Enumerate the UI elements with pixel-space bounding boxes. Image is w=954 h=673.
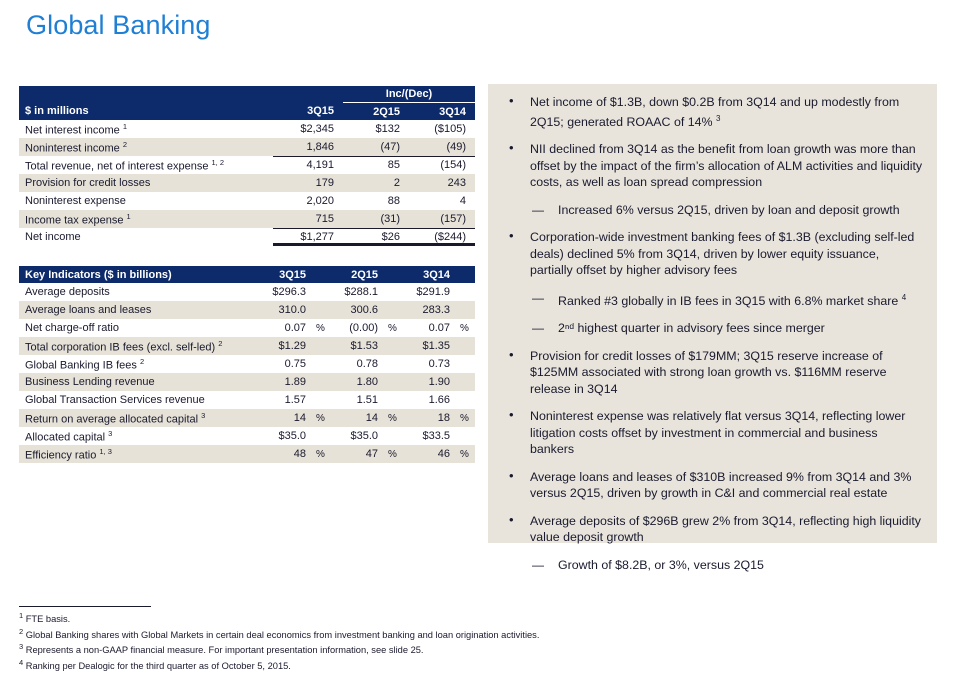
footnote-marker: 1	[126, 211, 131, 221]
row-value-2: (47)	[343, 138, 409, 156]
bullet-text: Provision for credit losses of $179MM; 3Q15 reserve increase of $125MM associated with strong loan growth vs. $116MM reserve release in 3Q14	[530, 348, 887, 396]
bullet-text: 2ⁿᵈ highest quarter in advisory fees since merger	[558, 321, 825, 336]
row-value-3: ($244)	[409, 228, 475, 246]
row-label-text: Noninterest expense	[25, 195, 126, 207]
footnote-marker: 3	[715, 113, 721, 123]
table-row	[19, 210, 475, 228]
income-statement-table	[19, 86, 475, 246]
row-value-2: 88	[343, 192, 409, 210]
bullet-item	[500, 229, 923, 279]
row-value-1: 310.0	[259, 301, 315, 319]
row-value-2: 1.51	[331, 391, 387, 409]
table-row	[19, 301, 475, 319]
row-label-text: Global Transaction Services revenue	[25, 394, 205, 406]
row-label	[19, 174, 273, 192]
key-header-pct-1	[315, 266, 331, 283]
row-label-text: Average deposits	[25, 286, 110, 298]
row-value-1: $296.3	[259, 283, 315, 301]
key-header-pct-3	[459, 266, 475, 283]
row-label-text: Net income	[25, 231, 81, 243]
row-label	[19, 156, 273, 174]
row-unit-2	[387, 391, 403, 409]
footnote-list	[19, 610, 719, 673]
row-value-2: 1.80	[331, 373, 387, 391]
row-unit-1: %	[315, 409, 331, 427]
bullet-item	[500, 94, 923, 130]
table-row	[19, 445, 475, 463]
row-unit-2	[387, 427, 403, 445]
bullet-text: Growth of $8.2B, or 3%, versus 2Q15	[558, 557, 764, 572]
footnote-text: Ranking per Dealogic for the third quarter as of October 5, 2015.	[23, 661, 291, 672]
row-unit-3	[459, 337, 475, 355]
income-header-label: $ in millions	[19, 103, 273, 121]
row-value-3: (154)	[409, 156, 475, 174]
row-value-2: 2	[343, 174, 409, 192]
row-value-1: 179	[273, 174, 343, 192]
footnote-marker: 2	[218, 338, 223, 348]
table-row	[19, 337, 475, 355]
row-value-3: $1.35	[403, 337, 459, 355]
row-label	[19, 283, 259, 301]
row-label-text: Business Lending revenue	[25, 376, 155, 388]
key-header-2q15: 2Q15	[331, 266, 387, 283]
table-row	[19, 373, 475, 391]
footnote-number: 1	[19, 611, 24, 620]
row-unit-3: %	[459, 409, 475, 427]
income-header-2q15: 2Q15	[343, 103, 409, 121]
bullet-text: Increased 6% versus 2Q15, driven by loan and deposit growth	[558, 202, 900, 217]
row-label-text: Global Banking IB fees	[25, 359, 137, 372]
footnote-marker: 1, 2	[211, 157, 225, 167]
row-label-text: Income tax expense	[25, 214, 124, 227]
footnote-item	[19, 641, 719, 657]
table-row	[19, 120, 475, 138]
row-label-text: Allocated capital	[25, 431, 106, 444]
row-label	[19, 373, 259, 391]
footnote-item	[19, 610, 719, 626]
row-value-1: 1.89	[259, 373, 315, 391]
row-value-3: 0.07	[403, 319, 459, 337]
row-unit-3: %	[459, 445, 475, 463]
income-column-header-row	[19, 103, 475, 121]
footnote-number: 2	[19, 626, 24, 636]
row-value-2: 14	[331, 409, 387, 427]
table-row	[19, 228, 475, 246]
row-value-1: 48	[259, 445, 315, 463]
row-value-3: 0.73	[403, 355, 459, 373]
key-table-header	[19, 266, 475, 283]
row-label	[19, 138, 273, 156]
row-value-1: 0.07	[259, 319, 315, 337]
row-label-text: Average loans and leases	[25, 304, 152, 316]
footnote-separator-rule	[19, 606, 151, 607]
footnote-text: FTE basis.	[23, 614, 71, 625]
row-value-1: $2,345	[273, 120, 343, 138]
row-value-3: 1.66	[403, 391, 459, 409]
row-unit-3: %	[459, 319, 475, 337]
row-label	[19, 192, 273, 210]
table-row	[19, 427, 475, 445]
table-row	[19, 283, 475, 301]
sub-bullet-item	[500, 202, 923, 219]
row-value-2: $288.1	[331, 283, 387, 301]
row-value-3: (49)	[409, 138, 475, 156]
row-label	[19, 337, 259, 355]
key-header-pct-2	[387, 266, 403, 283]
row-label-text: Efficiency ratio	[25, 449, 97, 462]
row-label-text: Total corporation IB fees (excl. self-led)	[25, 341, 216, 354]
tables-column	[19, 86, 475, 463]
key-header-label: Key Indicators ($ in billions)	[19, 266, 259, 283]
row-unit-2	[387, 283, 403, 301]
row-value-1: 1,846	[273, 138, 343, 156]
income-group-header-row	[19, 86, 475, 103]
table-gap	[19, 246, 475, 266]
table-row	[19, 355, 475, 373]
row-value-2: (31)	[343, 210, 409, 228]
commentary-bullet-list	[488, 84, 937, 573]
key-indicators-table	[19, 266, 475, 463]
row-unit-2	[387, 301, 403, 319]
sub-bullet-item	[500, 290, 923, 310]
row-label	[19, 120, 273, 138]
footnote-marker: 1, 3	[99, 446, 112, 456]
bullet-text: Corporation-wide investment banking fees of $1.3B (excluding self-led deals) declined 5% from 3Q14, driven by lower equity issuance, partially offset by higher advisory fees	[530, 230, 915, 278]
bullet-text: Average deposits of $296B grew 2% from 3Q14, reflecting high liquidity value deposit growth	[530, 513, 921, 545]
row-value-1: $1,277	[273, 228, 343, 246]
page-title: Global Banking	[26, 10, 211, 40]
income-table-body	[19, 120, 475, 246]
row-unit-1	[315, 337, 331, 355]
footnote-text: Global Banking shares with Global Markets in certain deal economics from investment banking and loan origination activities.	[23, 629, 540, 640]
row-unit-2	[387, 337, 403, 355]
row-label	[19, 409, 259, 427]
row-unit-3	[459, 301, 475, 319]
key-table-body	[19, 283, 475, 463]
row-value-2: (0.00)	[331, 319, 387, 337]
row-unit-1	[315, 283, 331, 301]
row-value-1: 2,020	[273, 192, 343, 210]
income-header-blank-1	[19, 86, 273, 103]
row-label	[19, 355, 259, 373]
row-label-text: Return on average allocated capital	[25, 413, 199, 426]
row-value-2: $132	[343, 120, 409, 138]
row-value-3: 1.90	[403, 373, 459, 391]
row-unit-1	[315, 427, 331, 445]
table-row	[19, 192, 475, 210]
footnote-marker: 2	[139, 356, 145, 366]
row-label-text: Net interest income	[25, 124, 120, 137]
row-unit-1	[315, 391, 331, 409]
row-unit-3	[459, 283, 475, 301]
bullet-item	[500, 348, 923, 398]
bullet-item	[500, 141, 923, 191]
footnote-item	[19, 626, 719, 642]
row-label	[19, 301, 259, 319]
row-unit-3	[459, 391, 475, 409]
key-column-header-row	[19, 266, 475, 283]
row-value-3: 243	[409, 174, 475, 192]
footnotes-section	[19, 606, 719, 673]
row-value-1: 4,191	[273, 156, 343, 174]
row-value-2: $35.0	[331, 427, 387, 445]
income-header-blank-2	[273, 86, 343, 103]
bullet-text: Average loans and leases of $310B increased 9% from 3Q14 and 3% versus 2Q15, driven by growth in C&I and commercial real estate	[530, 469, 912, 501]
bullet-item	[500, 469, 923, 502]
row-value-1: 14	[259, 409, 315, 427]
spacer-table	[19, 246, 475, 266]
row-label	[19, 228, 273, 246]
row-value-2: 300.6	[331, 301, 387, 319]
row-label	[19, 319, 259, 337]
row-value-2: $1.53	[331, 337, 387, 355]
row-label-text: Net charge-off ratio	[25, 322, 119, 334]
row-unit-2	[387, 355, 403, 373]
income-table-header	[19, 86, 475, 120]
row-value-3: $33.5	[403, 427, 459, 445]
row-value-2: $26	[343, 228, 409, 246]
table-row	[19, 156, 475, 174]
row-value-3: $291.9	[403, 283, 459, 301]
row-label	[19, 210, 273, 228]
row-label	[19, 445, 259, 463]
footnote-marker: 2	[122, 139, 128, 149]
table-row	[19, 409, 475, 427]
row-value-1: $35.0	[259, 427, 315, 445]
row-value-1: 715	[273, 210, 343, 228]
row-value-1: 1.57	[259, 391, 315, 409]
bullet-text: NII declined from 3Q14 as the benefit from loan growth was more than offset by the impact of the firm’s allocation of ALM activities and liquidity costs, as well as loan spread compression	[530, 142, 923, 190]
row-unit-3	[459, 355, 475, 373]
table-row	[19, 174, 475, 192]
row-unit-1	[315, 301, 331, 319]
row-value-3: 18	[403, 409, 459, 427]
row-unit-1	[315, 355, 331, 373]
row-value-2: 47	[331, 445, 387, 463]
table-row	[19, 138, 475, 156]
footnote-number: 3	[19, 642, 24, 652]
key-header-3q14: 3Q14	[403, 266, 459, 283]
sub-bullet-item	[500, 557, 923, 574]
row-value-3: 283.3	[403, 301, 459, 319]
row-unit-1: %	[315, 319, 331, 337]
footnote-marker: 4	[901, 292, 907, 302]
row-value-3: ($105)	[409, 120, 475, 138]
row-unit-3	[459, 373, 475, 391]
row-unit-2: %	[387, 445, 403, 463]
footnote-item	[19, 657, 719, 673]
row-label-text: Noninterest income	[25, 142, 120, 155]
footnote-text: Represents a non-GAAP financial measure. For important presentation information, see slide 25.	[23, 645, 424, 656]
row-label-text: Total revenue, net of interest expense	[25, 160, 209, 173]
sub-bullet-item	[500, 320, 923, 337]
footnote-marker: 1	[122, 121, 127, 131]
row-unit-1: %	[315, 445, 331, 463]
footnote-marker: 3	[108, 428, 113, 438]
row-value-1: 0.75	[259, 355, 315, 373]
row-value-3: 4	[409, 192, 475, 210]
commentary-panel	[488, 84, 937, 572]
row-label	[19, 391, 259, 409]
table-row	[19, 391, 475, 409]
row-label-text: Provision for credit losses	[25, 177, 151, 189]
bullet-item	[500, 408, 923, 458]
table-row	[19, 319, 475, 337]
row-value-1: $1.29	[259, 337, 315, 355]
row-label	[19, 427, 259, 445]
bullet-text: Ranked #3 globally in IB fees in 3Q15 with 6.8% market share	[558, 293, 899, 308]
income-header-3q15: 3Q15	[273, 103, 343, 121]
row-value-2: 0.78	[331, 355, 387, 373]
key-header-3q15: 3Q15	[259, 266, 315, 283]
footnote-marker: 3	[201, 410, 206, 420]
income-header-3q14: 3Q14	[409, 103, 475, 121]
row-unit-2: %	[387, 319, 403, 337]
bullet-text: Net income of $1.3B, down $0.2B from 3Q14 and up modestly from 2Q15; generated ROAAC of 14%	[530, 95, 900, 129]
row-unit-2	[387, 373, 403, 391]
footnote-number: 4	[19, 658, 24, 668]
row-unit-3	[459, 427, 475, 445]
bullet-item	[500, 513, 923, 546]
row-value-3: (157)	[409, 210, 475, 228]
bullet-text: Noninterest expense was relatively flat versus 3Q14, reflecting lower litigation costs offset by investment in commercial and business bankers	[530, 409, 906, 457]
row-value-2: 85	[343, 156, 409, 174]
row-unit-1	[315, 373, 331, 391]
row-value-3: 46	[403, 445, 459, 463]
income-group-header-incdec: Inc/(Dec)	[343, 86, 475, 103]
row-unit-2: %	[387, 409, 403, 427]
